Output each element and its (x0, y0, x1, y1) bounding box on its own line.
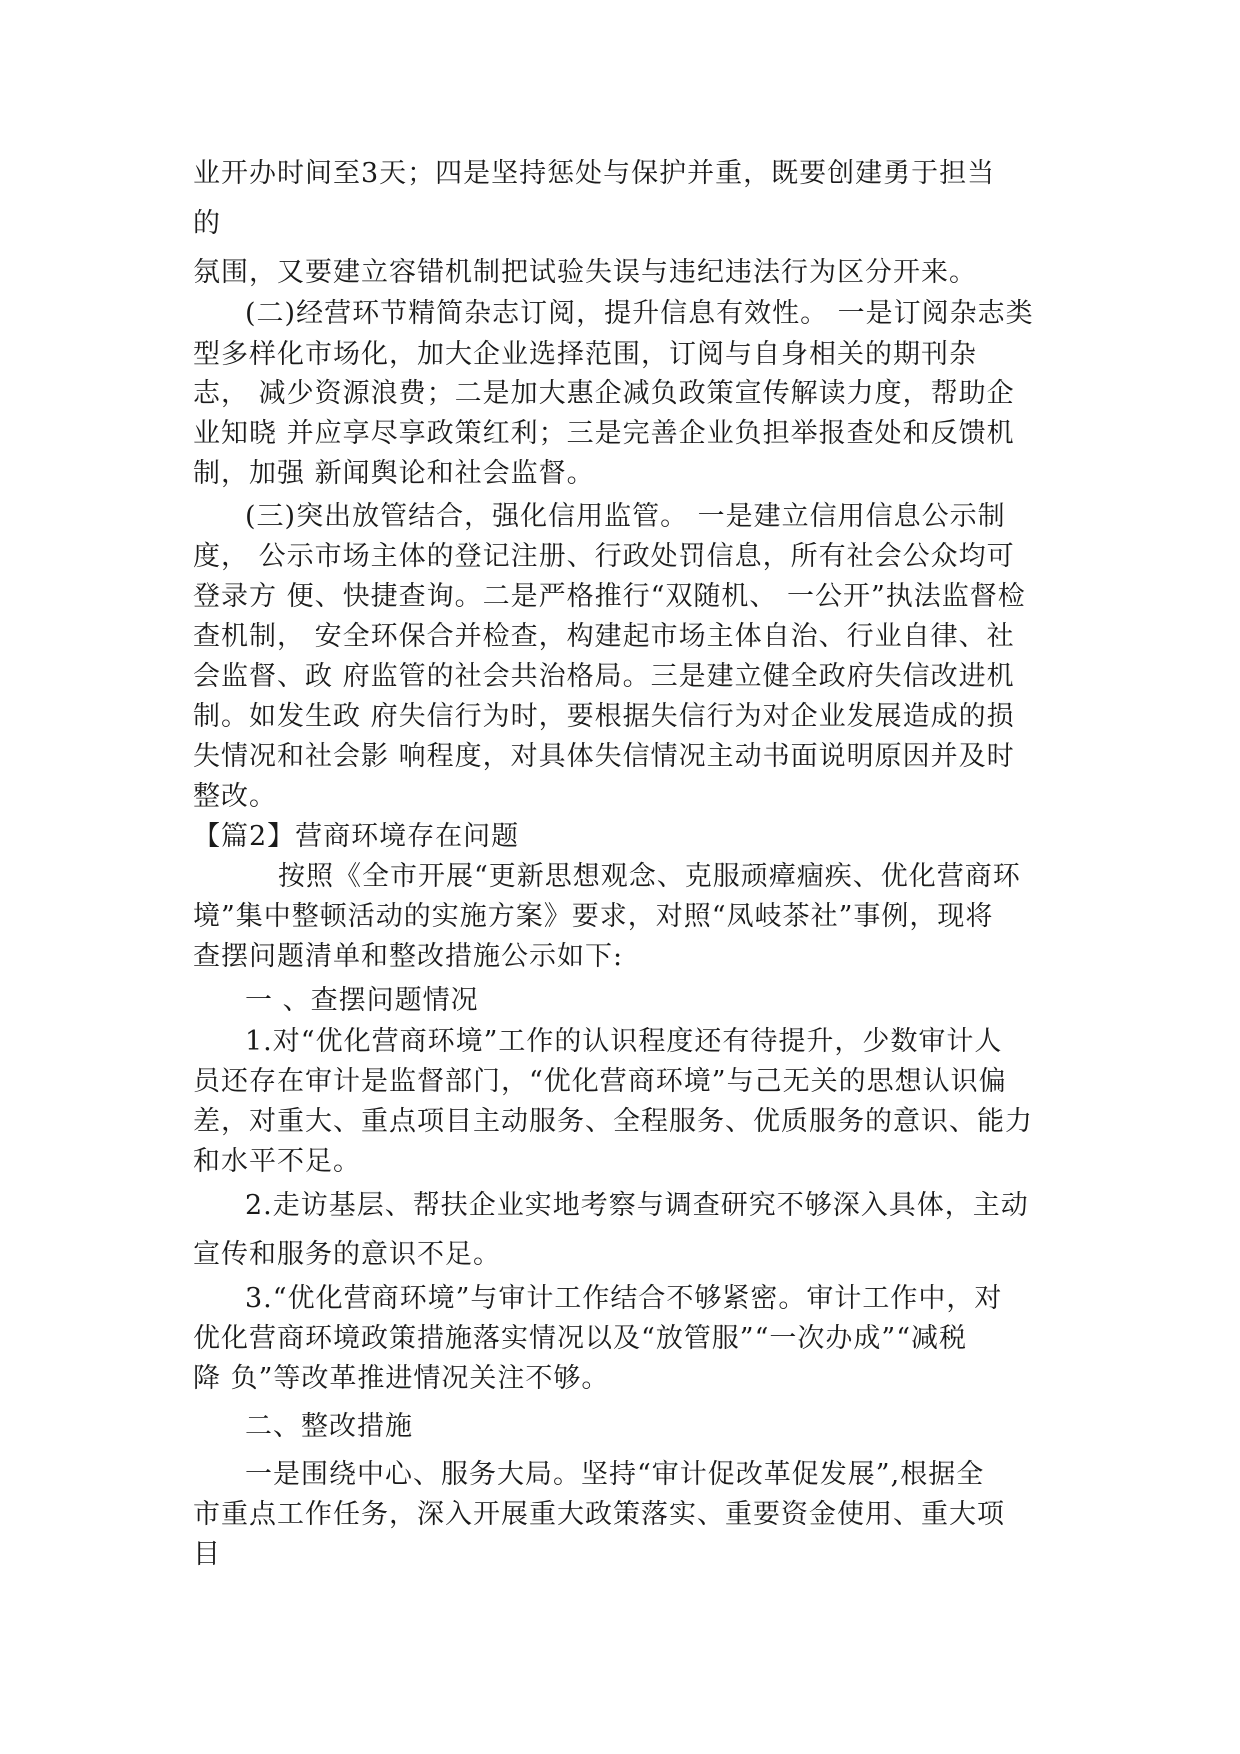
text-line: 度， 公示市场主体的登记注册、行政处罚信息，所有社会公众均可 (193, 541, 1015, 572)
text-line: 型多样化市场化，加大企业选择范围，订阅与自身相关的期刊杂 (193, 339, 977, 370)
text-line: 1.对“优化营商环境”工作的认识程度还有待提升，少数审计人 (245, 1026, 1003, 1057)
text-line: 整改。 (193, 781, 277, 812)
text-line: 志， 减少资源浪费；二是加大惠企减负政策宣传解读力度，帮助企 (193, 378, 1015, 409)
text-line: 制，加强 新闻舆论和社会监督。 (193, 458, 595, 489)
text-line: 按照《全市开展“更新思想观念、克服顽瘴痼疾、优化营商环 (278, 861, 1021, 892)
text-line: 的 (193, 208, 221, 239)
text-line: 失情况和社会影 响程度，对具体失信情况主动书面说明原因并及时 (193, 741, 1015, 772)
text-line: 员还存在审计是监督部门，“优化营商环境”与己无关的思想认识偏 (193, 1066, 1007, 1097)
text-line: 2.走访基层、帮扶企业实地考察与调查研究不够深入具体，主动 (245, 1190, 1029, 1221)
text-line: 会监督、政 府监管的社会共治格局。三是建立健全政府失信改进机 (193, 661, 1015, 692)
text-line: 降 负”等改革推进情况关注不够。 (193, 1363, 610, 1394)
text-line: 差，对重大、重点项目主动服务、全程服务、优质服务的意识、能力 (193, 1106, 1033, 1137)
text-line: 业知晓 并应享尽享政策红利；三是完善企业负担举报查处和反馈机 (193, 418, 1015, 449)
text-line: 查摆问题清单和整改措施公示如下: (193, 941, 624, 972)
text-line: (三)突出放管结合，强化信用监管。 一是建立信用信息公示制 (245, 501, 1006, 532)
subsection-heading: 二、整改措施 (245, 1411, 413, 1442)
text-line: 氛围，又要建立容错机制把试验失误与违纪违法行为区分开来。 (193, 257, 977, 288)
text-line: 市重点工作任务，深入开展重大政策落实、重要资金使用、重大项 (193, 1499, 1005, 1530)
text-line: 境”集中整顿活动的实施方案》要求，对照“凤岐茶社”事例，现将 (193, 901, 994, 932)
text-line: 目 (193, 1539, 221, 1570)
subsection-heading: 一 、查摆问题情况 (245, 985, 479, 1016)
text-line: 查机制， 安全环保合并检查，构建起市场主体自治、行业自律、社 (193, 621, 1015, 652)
text-line: 3.“优化营商环境”与审计工作结合不够紧密。审计工作中，对 (245, 1283, 1003, 1314)
text-line: (二)经营环节精简杂志订阅，提升信息有效性。 一是订阅杂志类 (245, 298, 1034, 329)
text-line: 一是围绕中心、服务大局。坚持“审计促改革促发展”,根据全 (245, 1459, 985, 1490)
text-line: 优化营商环境政策措施落实情况以及“放管服”“一次办成”“减税 (193, 1323, 968, 1354)
text-line: 制。如发生政 府失信行为时，要根据失信行为对企业发展造成的损 (193, 701, 1015, 732)
section-heading: 【篇2】营商环境存在问题 (193, 821, 520, 852)
text-line: 登录方 便、快捷查询。二是严格推行“双随机、 一公开”执法监督检 (193, 581, 1026, 612)
text-line: 业开办时间至3天；四是坚持惩处与保护并重，既要创建勇于担当 (193, 158, 996, 189)
text-line: 宣传和服务的意识不足。 (193, 1239, 501, 1270)
text-line: 和水平不足。 (193, 1146, 361, 1177)
